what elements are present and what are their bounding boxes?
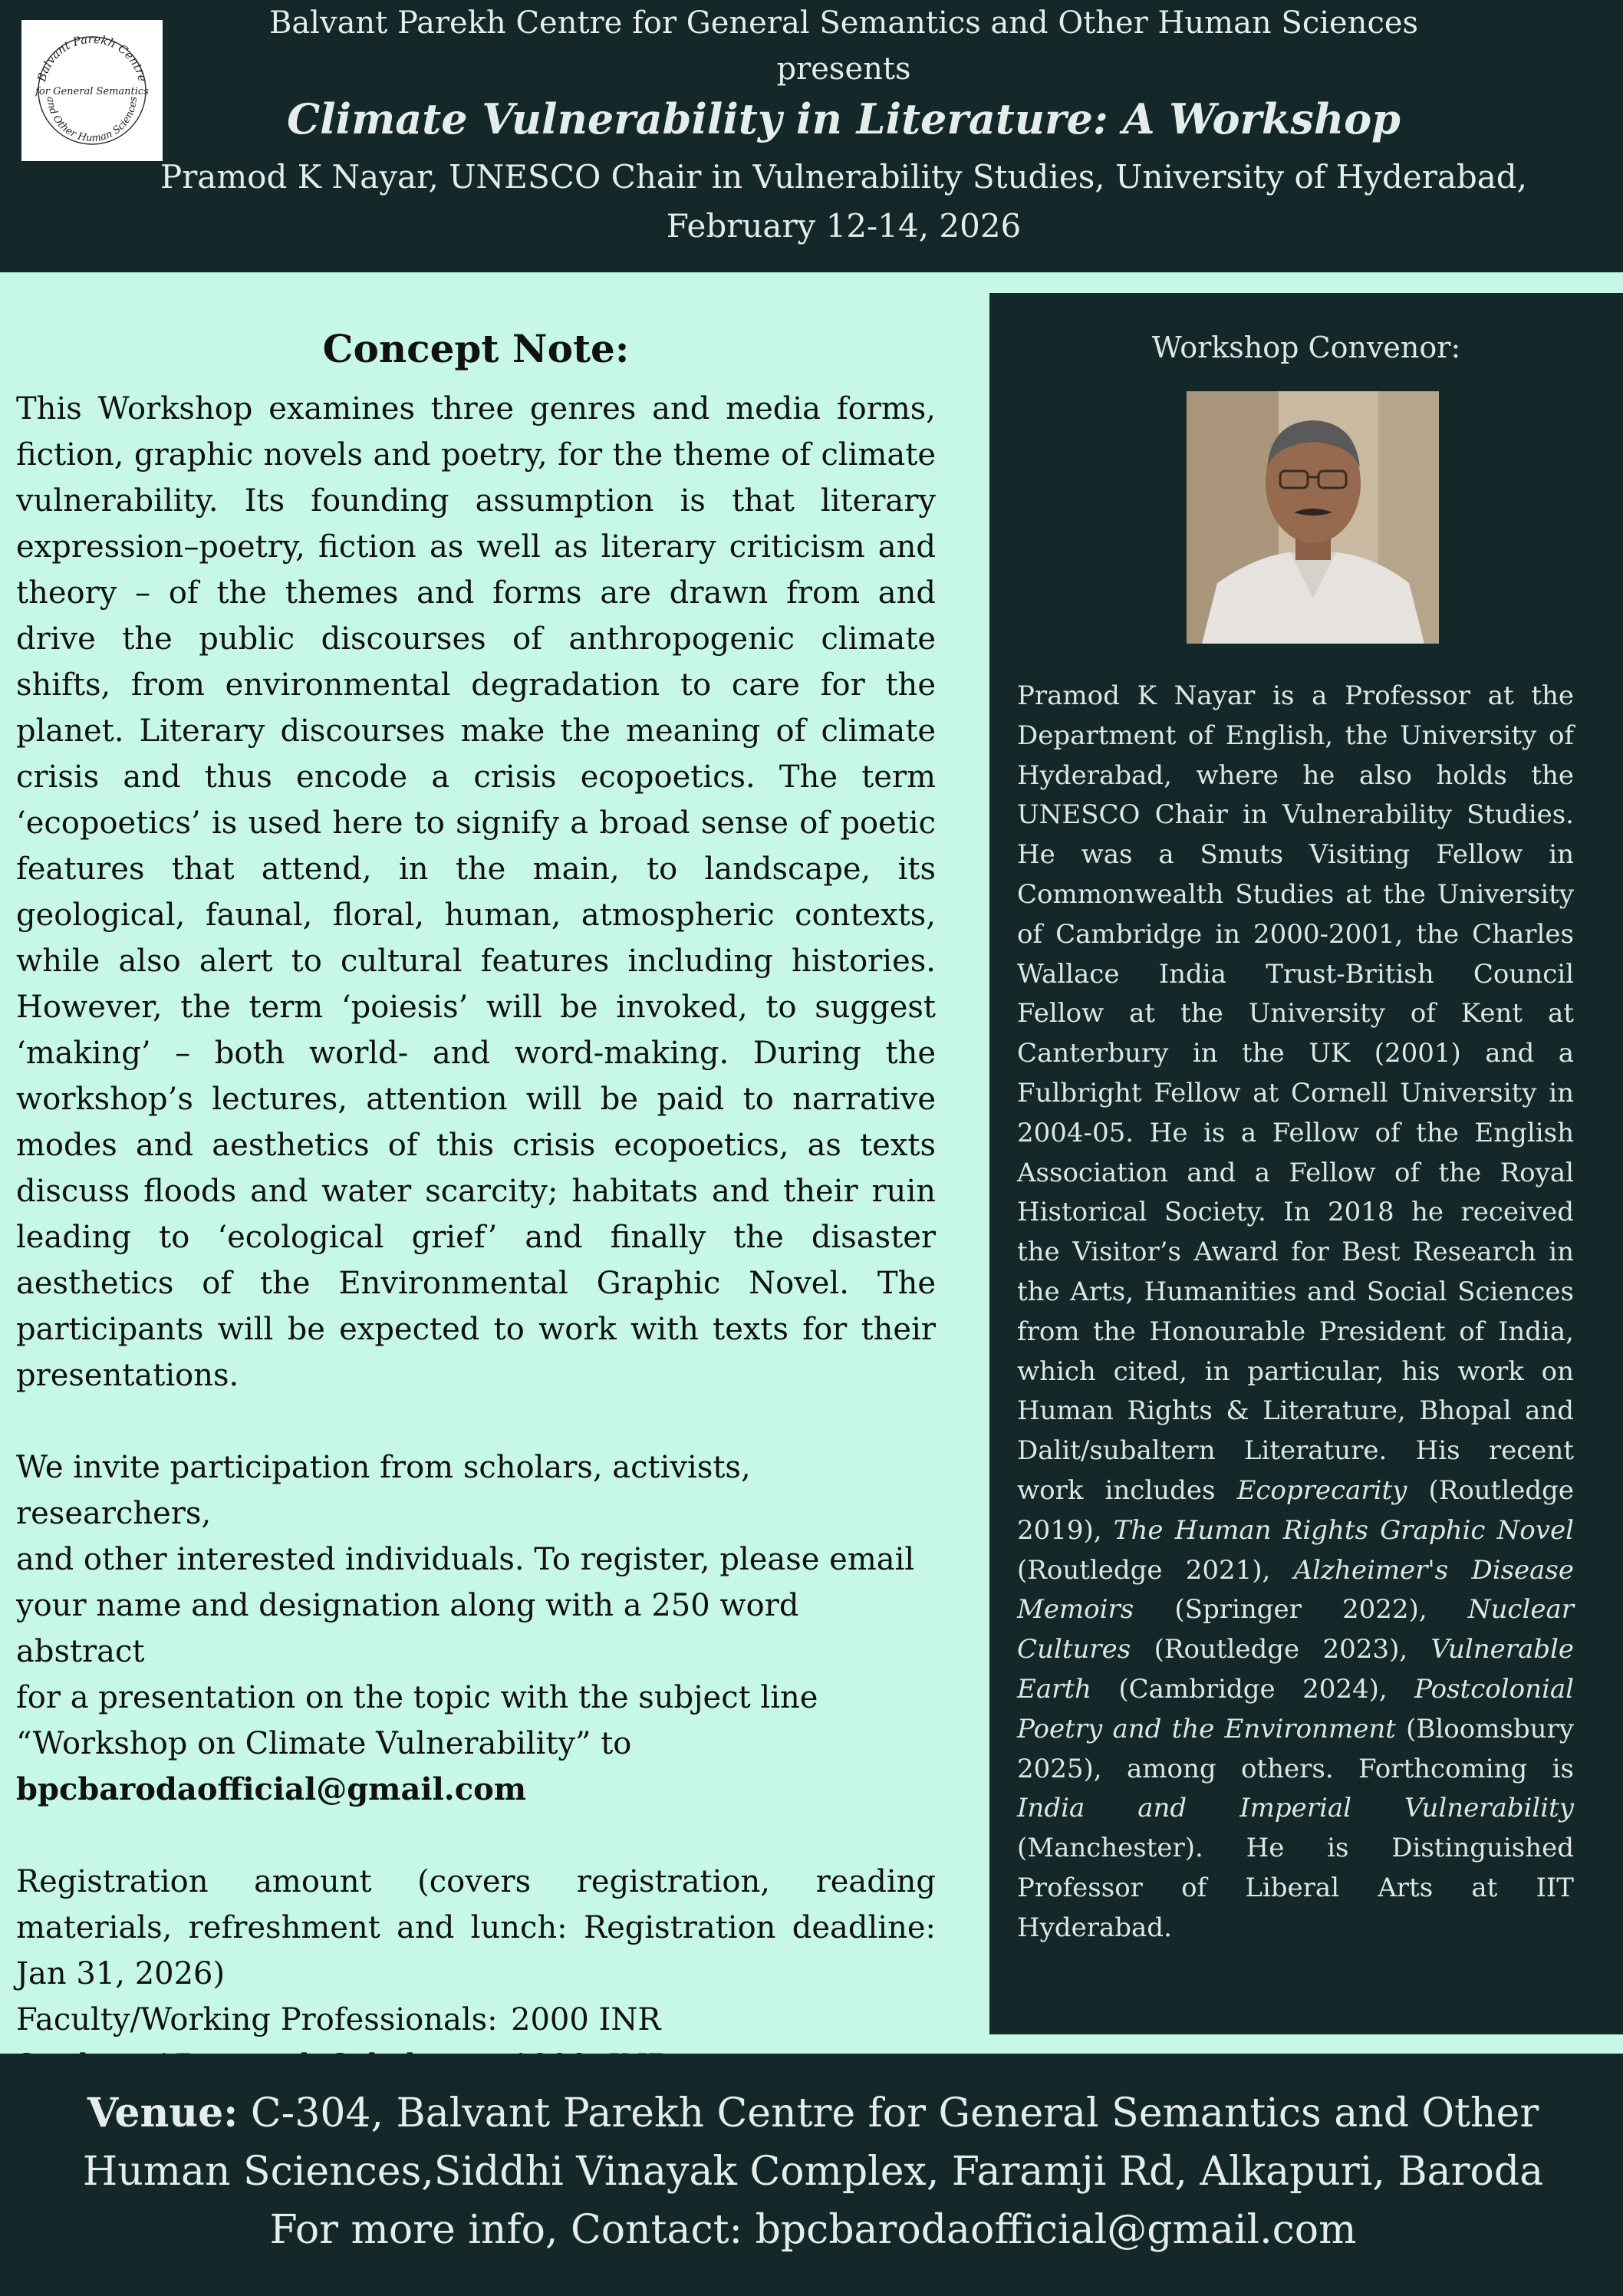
venue-address: C-304, Balvant Parekh Centre for General Semantics and Other Human Sciences,Siddhi Vinayak Complex, Faramji Rd, Alkapuri, Baroda xyxy=(82,2090,1544,2195)
registration-email[interactable]: bpcbarodaofficial@gmail.com xyxy=(16,1771,527,1807)
contact-info[interactable]: For more info, Contact: bpcbarodaofficial@gmail.com xyxy=(269,2207,1357,2253)
invitation-paragraph xyxy=(16,1444,936,1813)
header-banner xyxy=(0,0,1623,272)
book-title: The Human Rights Graphic Novel xyxy=(1113,1514,1574,1546)
venue-label: Venue: xyxy=(87,2090,239,2136)
bio-text: (Springer 2022), xyxy=(1134,1594,1468,1626)
svg-text:for General Semantics: for General Semantics xyxy=(35,86,149,97)
bio-text: (Cambridge 2024), xyxy=(1091,1673,1415,1705)
book-title: Alzheimer's Disease Memoirs xyxy=(1017,1554,1574,1626)
bio-text: Pramod K Nayar is a Professor at the Department of English, the University of Hyderabad, where he also holds the UNESCO Chair in Vulnerability Studies. He was a Smuts Visiting Fellow in Commonwealth Studies at the University of Cambridge in 2000-2001, the Charles Wallace India Trust-British Council Fellow at the University of Kent at Canterbury in the UK (2001) and a Fulbright Fellow at Cornell University in 2004-05. He is a Fellow of the English Association and a Fellow of the Royal Historical Society. In 2018 he received the Visitor’s Award for Best Research in the Arts, Humanities and Social Sciences from the Honourable President of India, which cited, in particular, his work on Human Rights & Literature, Bhopal and Dalit/subaltern Literature. His recent work includes xyxy=(1017,680,1574,1506)
fee-row-faculty xyxy=(16,1997,936,2043)
bio-text: (Manchester). He is Distinguished Professor of Liberal Arts at IIT Hyderabad. xyxy=(1017,1833,1574,1943)
fee-label: Faculty/Working Professionals: xyxy=(16,2002,498,2037)
bio-text: (Routledge 2023), xyxy=(1131,1634,1431,1665)
convenor-heading: Workshop Convenor: xyxy=(1151,331,1461,364)
book-title: India and Imperial Vulnerability xyxy=(1017,1793,1574,1824)
speaker-line: Pramod K Nayar, UNESCO Chair in Vulnerability Studies, University of Hyderabad, xyxy=(160,158,1528,196)
invite-line: “Workshop on Climate Vulnerability” to xyxy=(16,1726,632,1761)
organization-name: Balvant Parekh Centre for General Semantics and Other Human Sciences xyxy=(268,5,1419,41)
registration-intro: Registration amount (covers registration, reading materials, refreshment and lunch: Registration deadline: Jan 31, 2026) xyxy=(16,1864,936,1991)
bio-text: (Routledge 2021), xyxy=(1017,1554,1294,1586)
invite-line: We invite participation from scholars, activists, researchers, xyxy=(16,1450,751,1531)
book-title: Postcolonial Poetry and the Environment xyxy=(1017,1673,1574,1744)
concept-note-body: This Workshop examines three genres and media forms, fiction, graphic novels and poetry, for the theme of climate vulnerability. Its founding assumption is that literary expression–poetry, fiction as well as literary criticism and theory – of the themes and forms are drawn from and drive the public discourses of anthropogenic climate shifts, from environmental degradation to care for the planet. Literary discourses make the meaning of climate crisis and thus encode a crisis ecopoetics. The term ‘ecopoetics’ is used here to signify a broad sense of poetic features that attend, in the main, to landscape, its geological, faunal, floral, human, atmospheric contexts, while also alert to cultural features including histories. However, the term ‘poiesis’ will be invoked, to suggest ‘making’ – both world- and word-making. During the workshop’s lectures, attention will be paid to narrative modes and aesthetics of this crisis ecopoetics, as texts discuss floods and water scarcity; habitats and their ruin leading to ‘ecological grief’ and finally the disaster aesthetics of the Environmental Graphic Novel. The participants will be expected to work with texts for their presentations. xyxy=(16,391,936,1393)
book-title: Nuclear Cultures xyxy=(1017,1594,1574,1665)
workshop-dates: February 12-14, 2026 xyxy=(666,207,1022,245)
book-title: Vulnerable Earth xyxy=(1017,1634,1574,1705)
invite-line: your name and designation along with a 250 word abstract xyxy=(16,1588,799,1669)
concept-note-section xyxy=(16,318,936,2089)
workshop-title: Climate Vulnerability in Literature: A Workshop xyxy=(287,94,1401,143)
concept-note-heading: Concept Note: xyxy=(322,326,630,371)
svg-text:Balvant Parekh Centre: Balvant Parekh Centre xyxy=(35,31,150,84)
svg-text:and Other Human Sciences: and Other Human Sciences xyxy=(44,96,140,145)
invite-line: for a presentation on the topic with the subject line xyxy=(16,1680,818,1715)
convenor-photo xyxy=(1187,391,1439,644)
portrait-image xyxy=(1187,391,1439,644)
bio-text: (Routledge 2019), xyxy=(1017,1474,1574,1546)
venue-info xyxy=(77,2084,1549,2201)
invite-line: and other interested individuals. To register, please email xyxy=(16,1542,915,1577)
footer-banner xyxy=(0,2054,1623,2296)
presents-label: presents xyxy=(776,51,911,87)
convenor-bio xyxy=(1017,677,1574,1948)
book-title: Ecoprecarity xyxy=(1236,1474,1407,1506)
fee-value: 2000 INR xyxy=(511,2002,661,2037)
bio-text: (Bloomsbury 2025), among others. Forthcoming is xyxy=(1017,1713,1575,1784)
convenor-panel xyxy=(989,293,1623,2034)
